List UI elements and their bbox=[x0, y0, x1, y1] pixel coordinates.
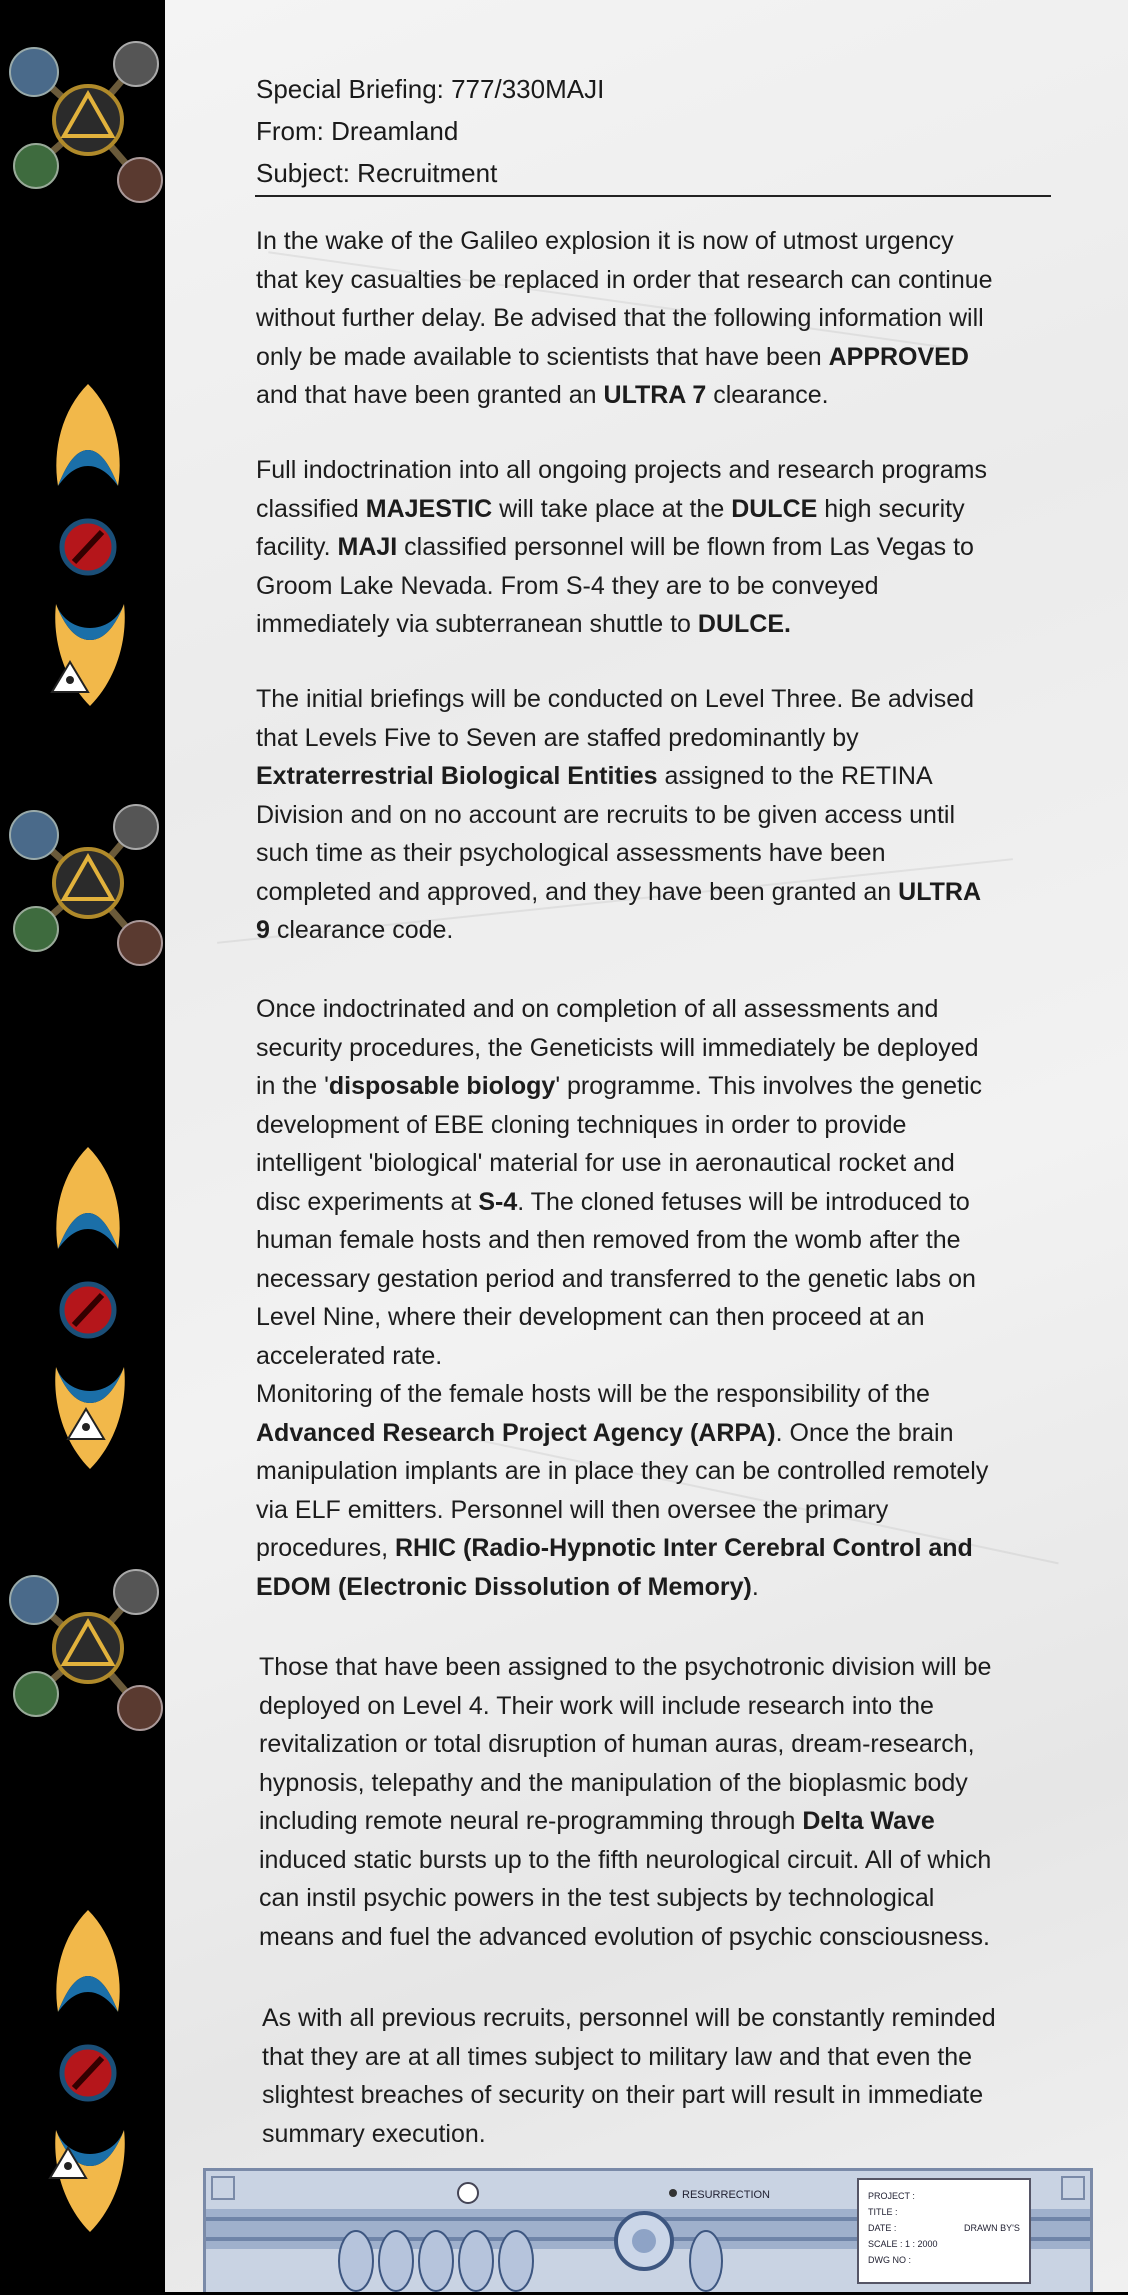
emphasis-text: Advanced Research Project Agency (ARPA) bbox=[256, 1418, 776, 1447]
info-line: SCALE : 1 : 2000 bbox=[868, 2239, 938, 2249]
info-line: DATE : bbox=[868, 2223, 897, 2233]
paragraph-text: As with all previous recruits, personnel will be constantly reminded that they are at all times subject to military law and that even the slightest breaches of security on their part will result in immediate summary execution. bbox=[262, 2004, 996, 2148]
paragraph-text: high security facility. bbox=[256, 494, 965, 561]
diagram-label: RESURRECTION bbox=[682, 2189, 771, 2201]
emphasis-text: ULTRA 9 bbox=[256, 877, 981, 944]
paragraph-text: Those that have been assigned to the psychotronic division will be deployed on Level 4. Their work will include research into the revitalization or total disruption of human auras, dream-research, hypnosis, telepathy and the manipulation of the bioplasmic body including remote neural re-programming through bbox=[259, 1653, 992, 1835]
paragraph-text: Once indoctrinated and on completion of all assessments and security procedures, the Geneticists will immediately be deployed in the ' bbox=[256, 995, 979, 1100]
emphasis-text: APPROVED bbox=[828, 342, 969, 371]
emphasis-text: DULCE. bbox=[697, 610, 791, 638]
gold-crescent-icon bbox=[48, 1143, 128, 1253]
briefing-document bbox=[165, 0, 1128, 2292]
emphasis-text: Extraterrestrial Biological Entities bbox=[256, 762, 658, 790]
drawn-by: DRAWN BY'S bbox=[964, 2223, 1020, 2233]
red-orb-icon bbox=[58, 2038, 118, 2108]
eye-pyramid-crescent-icon bbox=[44, 600, 130, 710]
info-line: PROJECT : bbox=[868, 2191, 915, 2201]
emphasis-text: S-4 bbox=[478, 1187, 518, 1216]
emphasis-text: MAJESTIC bbox=[365, 494, 493, 523]
eye-pyramid-crescent-icon bbox=[44, 2126, 130, 2236]
gold-crescent-icon bbox=[48, 1906, 128, 2016]
briefing-reference: Special Briefing: 777/330MAJI bbox=[256, 74, 605, 104]
red-orb-icon bbox=[58, 1275, 118, 1345]
paragraph-text: and that have been granted an bbox=[256, 381, 604, 409]
emphasis-text: Delta Wave bbox=[802, 1807, 935, 1835]
paragraph-text: Full indoctrination into all ongoing projects and research programs classified bbox=[256, 456, 987, 523]
gold-crescent-icon bbox=[48, 380, 128, 490]
paragraph-text: classified personnel will be flown from Las Vegas to Groom Lake Nevada. From S-4 they are to be conveyed immediately via subterranean shuttle to bbox=[256, 533, 974, 638]
paragraph-text: ' programme. This involves the genetic development of EBE cloning techniques in order to provide intelligent 'biological' material for use in aeronautical rocket and disc experiments at bbox=[256, 1072, 983, 1216]
paragraph bbox=[256, 990, 996, 1375]
emphasis-text: DULCE bbox=[731, 494, 818, 523]
paragraph-text: . Once the brain manipulation implants are in place they can be controlled remotely via ELF emitters. Personnel will then oversee the primary procedures, bbox=[256, 1418, 989, 1562]
emphasis-text: disposable biology bbox=[328, 1072, 556, 1100]
paragraph-text: In the wake of the Galileo explosion it is now of utmost urgency that key casualties be replaced in order that research can continue without further delay. Be advised that the following information will only be made available to scientists that have been bbox=[256, 227, 993, 371]
blueprint-diagram bbox=[203, 2168, 1093, 2292]
paragraph-text: The initial briefings will be conducted on Level Three. Be advised that Levels Five to Seven are staffed predominantly by bbox=[256, 685, 975, 752]
paragraph-text: . bbox=[751, 1572, 759, 1601]
pod-icon bbox=[339, 2231, 533, 2291]
briefing-subject: Subject: Recruitment bbox=[256, 158, 498, 188]
paragraph-text: induced static bursts up to the fifth neurological circuit. All of which can instil psychic powers in the test subjects by technological means and fuel the advanced evolution of psychic consciousness. bbox=[259, 1845, 992, 1951]
sidebar bbox=[0, 0, 165, 2292]
paragraph bbox=[262, 1999, 1002, 2153]
red-orb-icon bbox=[58, 512, 118, 582]
paragraph-text: . The cloned fetuses will be introduced to human female hosts and then removed from the womb after the necessary gestation period and transferred to the genetic labs on Level Nine, where their development can then proceed at an accelerated rate. bbox=[256, 1187, 976, 1370]
paragraph-text: Monitoring of the female hosts will be the responsibility of the bbox=[256, 1380, 930, 1408]
briefing-from: From: Dreamland bbox=[256, 116, 459, 146]
paragraph bbox=[256, 451, 996, 644]
info-line: DWG NO : bbox=[868, 2255, 911, 2265]
paragraph-text: clearance code. bbox=[269, 916, 454, 944]
paragraph-text: clearance. bbox=[706, 381, 829, 409]
emphasis-text: ULTRA 7 bbox=[603, 381, 707, 409]
paragraph bbox=[256, 1375, 996, 1606]
paragraph-text: will take place at the bbox=[492, 494, 732, 523]
paragraph bbox=[259, 1648, 999, 1956]
molecule-emblem-icon bbox=[8, 32, 166, 208]
header-divider bbox=[255, 195, 1051, 197]
paragraph bbox=[256, 680, 996, 950]
eye-pyramid-crescent-icon bbox=[44, 1363, 130, 1473]
emphasis-text: MAJI bbox=[337, 533, 398, 561]
info-line: TITLE : bbox=[868, 2207, 898, 2217]
document-header bbox=[256, 68, 604, 194]
emphasis-text: RHIC (Radio-Hypnotic Inter Cerebral Control and EDOM (Electronic Dissolution of Memory) bbox=[256, 1534, 973, 1601]
molecule-emblem-icon bbox=[8, 1560, 166, 1736]
paragraph-text: assigned to the RETINA Division and on no account are recruits to be given access until such time as their psychological assessments have been completed and approved, and they have been granted an bbox=[256, 762, 955, 906]
paragraph bbox=[256, 222, 996, 415]
molecule-emblem-icon bbox=[8, 795, 166, 971]
